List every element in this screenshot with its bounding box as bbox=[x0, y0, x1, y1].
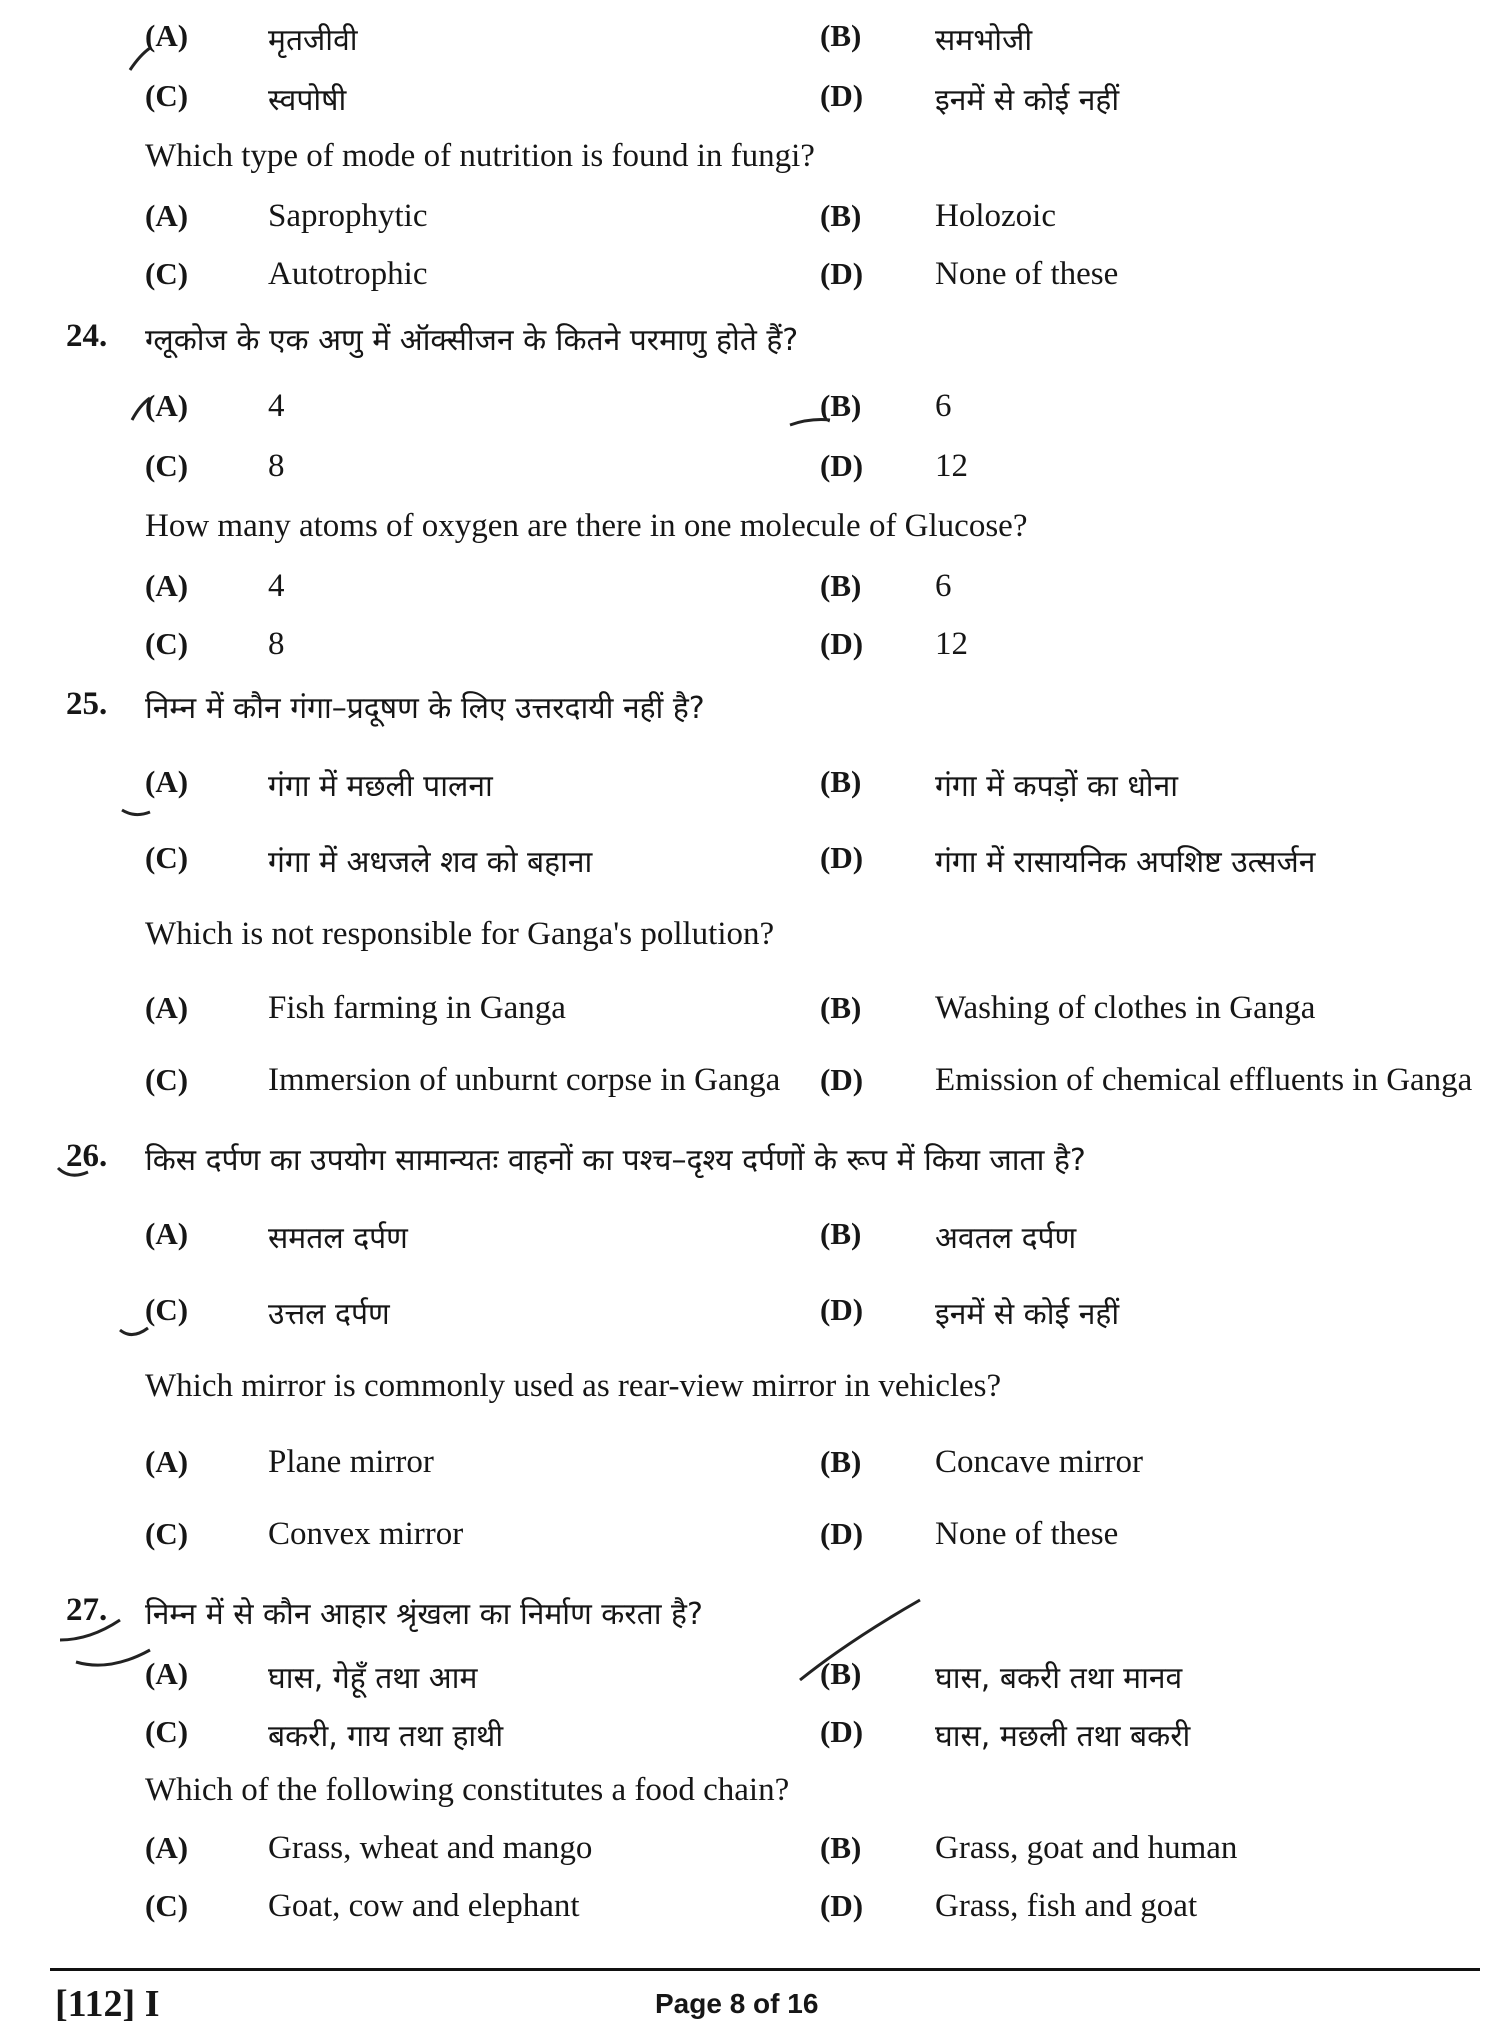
option-letter: (D) bbox=[820, 1292, 864, 1327]
question-number: 26. bbox=[66, 1138, 108, 1174]
option-text: None of these bbox=[935, 256, 1119, 292]
option-letter: (B) bbox=[820, 1444, 862, 1479]
question-row bbox=[0, 318, 1505, 378]
question-row bbox=[0, 916, 1505, 976]
option-letter: (A) bbox=[145, 388, 189, 423]
question-row bbox=[0, 686, 1505, 746]
question-text: निम्न में कौन गंगा–प्रदूषण के लिए उत्तरदायी नहीं है? bbox=[145, 691, 705, 726]
option-row bbox=[0, 1714, 1505, 1774]
question-text: How many atoms of oxygen are there in one molecule of Glucose? bbox=[145, 508, 1028, 544]
option-text: समभोजी bbox=[935, 23, 1033, 58]
option-text: 4 bbox=[268, 388, 285, 424]
option-letter: (D) bbox=[820, 1714, 864, 1749]
option-text: गंगा में मछली पालना bbox=[268, 769, 493, 804]
option-text: Immersion of unburnt corpse in Ganga bbox=[268, 1062, 781, 1098]
block-0-row-2 bbox=[0, 78, 1505, 138]
question-row bbox=[0, 1772, 1505, 1832]
block-0-row-1 bbox=[0, 18, 1505, 78]
option-text: इनमें से कोई नहीं bbox=[935, 1297, 1120, 1332]
option-text: 6 bbox=[935, 568, 952, 604]
paper-code: [112] I bbox=[55, 1983, 160, 2025]
option-letter: (D) bbox=[820, 1516, 864, 1551]
option-text: Fish farming in Ganga bbox=[268, 990, 566, 1026]
option-row bbox=[0, 990, 1505, 1050]
option-letter: (B) bbox=[820, 18, 862, 53]
option-row bbox=[0, 1444, 1505, 1504]
option-row bbox=[0, 1216, 1505, 1276]
option-letter: (A) bbox=[145, 1444, 189, 1479]
option-letter: (D) bbox=[820, 78, 864, 113]
option-letter: (C) bbox=[145, 448, 189, 483]
question-text: Which of the following constitutes a food chain? bbox=[145, 1772, 790, 1808]
option-text: Saprophytic bbox=[268, 198, 428, 234]
question-row bbox=[0, 508, 1505, 568]
question-text: किस दर्पण का उपयोग सामान्यतः वाहनों का पश्च–दृश्य दर्पणों के रूप में किया जाता है? bbox=[145, 1143, 1086, 1178]
option-text: 12 bbox=[935, 448, 968, 484]
option-text: स्वपोषी bbox=[268, 83, 347, 118]
question-row bbox=[0, 1138, 1505, 1198]
option-letter: (B) bbox=[820, 568, 862, 603]
option-text: गंगा में अधजले शव को बहाना bbox=[268, 845, 593, 880]
option-row bbox=[0, 568, 1505, 628]
option-letter: (D) bbox=[820, 448, 864, 483]
option-text: 8 bbox=[268, 626, 285, 662]
option-letter: (C) bbox=[145, 1062, 189, 1097]
option-letter: (B) bbox=[820, 388, 862, 423]
option-letter: (B) bbox=[820, 1216, 862, 1251]
option-letter: (A) bbox=[145, 568, 189, 603]
option-text: Goat, cow and elephant bbox=[268, 1888, 580, 1924]
option-text: 12 bbox=[935, 626, 968, 662]
option-letter: (A) bbox=[145, 18, 189, 53]
option-text: Convex mirror bbox=[268, 1516, 464, 1552]
option-letter: (C) bbox=[145, 1888, 189, 1923]
question-number: 25. bbox=[66, 686, 108, 722]
option-text: Holozoic bbox=[935, 198, 1056, 234]
option-letter: (B) bbox=[820, 764, 862, 799]
option-text: 6 bbox=[935, 388, 952, 424]
option-row bbox=[0, 198, 1505, 258]
option-letter: (B) bbox=[820, 1830, 862, 1865]
option-letter: (B) bbox=[820, 198, 862, 233]
option-row bbox=[0, 448, 1505, 508]
question-row bbox=[0, 1368, 1505, 1428]
option-text: Washing of clothes in Ganga bbox=[935, 990, 1316, 1026]
option-letter: (C) bbox=[145, 78, 189, 113]
option-row bbox=[0, 840, 1505, 900]
option-text: Plane mirror bbox=[268, 1444, 434, 1480]
question-row bbox=[0, 138, 1505, 198]
option-letter: (A) bbox=[145, 1656, 189, 1691]
option-letter: (C) bbox=[145, 1714, 189, 1749]
question-text: ग्लूकोज के एक अणु में ऑक्सीजन के कितने परमाणु होते हैं? bbox=[145, 323, 799, 358]
option-letter: (C) bbox=[145, 256, 189, 291]
option-letter: (D) bbox=[820, 1062, 864, 1097]
option-row bbox=[0, 1516, 1505, 1576]
question-row bbox=[0, 1592, 1505, 1652]
option-text: मृतजीवी bbox=[268, 23, 358, 58]
option-text: 8 bbox=[268, 448, 285, 484]
option-text: 4 bbox=[268, 568, 285, 604]
option-row bbox=[0, 388, 1505, 448]
option-text: गंगा में रासायनिक अपशिष्ट उत्सर्जन bbox=[935, 845, 1316, 880]
option-letter: (C) bbox=[145, 626, 189, 661]
option-row bbox=[0, 256, 1505, 316]
option-letter: (A) bbox=[145, 1216, 189, 1251]
option-text: गंगा में कपड़ों का धोना bbox=[935, 769, 1178, 804]
option-text: Emission of chemical effluents in Ganga bbox=[935, 1062, 1473, 1098]
question-text: Which mirror is commonly used as rear-view mirror in vehicles? bbox=[145, 1368, 1002, 1404]
option-row bbox=[0, 1888, 1505, 1948]
option-text: Concave mirror bbox=[935, 1444, 1144, 1480]
option-letter: (D) bbox=[820, 256, 864, 291]
option-letter: (D) bbox=[820, 840, 864, 875]
option-text: Grass, wheat and mango bbox=[268, 1830, 593, 1866]
option-text: घास, गेहूँ तथा आम bbox=[268, 1661, 478, 1696]
page-number: Page 8 of 16 bbox=[655, 1988, 819, 2019]
option-row bbox=[0, 1656, 1505, 1716]
option-letter: (D) bbox=[820, 626, 864, 661]
option-letter: (D) bbox=[820, 1888, 864, 1923]
question-text: निम्न में से कौन आहार श्रृंखला का निर्माण करता है? bbox=[145, 1597, 703, 1632]
question-number: 24. bbox=[66, 318, 108, 354]
option-text: Grass, fish and goat bbox=[935, 1888, 1198, 1924]
footer-rule bbox=[50, 1968, 1480, 1971]
option-text: घास, मछली तथा बकरी bbox=[935, 1719, 1191, 1754]
option-letter: (C) bbox=[145, 1292, 189, 1327]
option-text: None of these bbox=[935, 1516, 1119, 1552]
option-row bbox=[0, 1062, 1505, 1122]
option-row bbox=[0, 1292, 1505, 1352]
option-text: अवतल दर्पण bbox=[935, 1221, 1077, 1256]
option-text: बकरी, गाय तथा हाथी bbox=[268, 1719, 504, 1754]
option-text: Grass, goat and human bbox=[935, 1830, 1238, 1866]
option-letter: (B) bbox=[820, 990, 862, 1025]
option-text: इनमें से कोई नहीं bbox=[935, 83, 1120, 118]
option-letter: (A) bbox=[145, 198, 189, 233]
option-letter: (A) bbox=[145, 764, 189, 799]
option-letter: (C) bbox=[145, 1516, 189, 1551]
option-text: Autotrophic bbox=[268, 256, 428, 292]
question-number: 27. bbox=[66, 1592, 108, 1628]
option-row bbox=[0, 764, 1505, 824]
option-letter: (A) bbox=[145, 990, 189, 1025]
option-row bbox=[0, 626, 1505, 686]
option-text: घास, बकरी तथा मानव bbox=[935, 1661, 1183, 1696]
question-text: Which is not responsible for Ganga's pollution? bbox=[145, 916, 775, 952]
question-text: Which type of mode of nutrition is found in fungi? bbox=[145, 138, 815, 174]
option-text: उत्तल दर्पण bbox=[268, 1297, 390, 1332]
option-text: समतल दर्पण bbox=[268, 1221, 408, 1256]
option-letter: (C) bbox=[145, 840, 189, 875]
option-row bbox=[0, 1830, 1505, 1890]
option-letter: (A) bbox=[145, 1830, 189, 1865]
option-letter: (B) bbox=[820, 1656, 862, 1691]
